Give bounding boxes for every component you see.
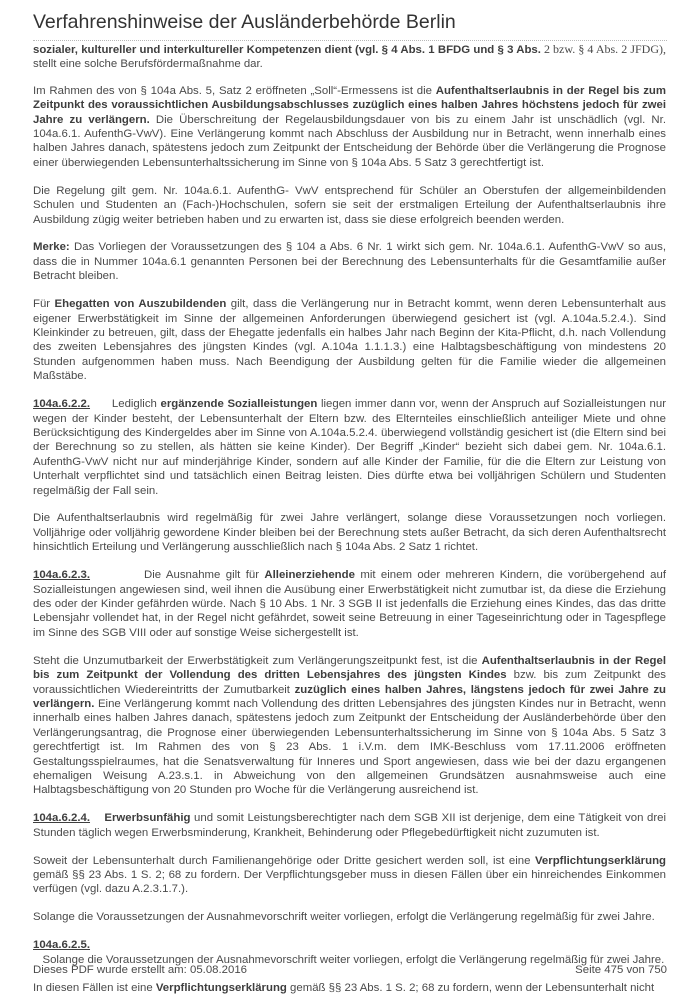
- paragraph-text: Lediglich: [90, 398, 161, 411]
- bold-text: Ehegatten von Auszubildenden: [54, 298, 227, 311]
- bold-text: Alleinerziehende: [264, 569, 355, 582]
- section-number: 104a.6.2.5.: [33, 939, 91, 952]
- section-number: 104a.6.2.4.: [33, 812, 91, 825]
- page-header: [33, 9, 667, 41]
- paragraph-text: Steht die Unzumutbarkeit der Erwerbstätigkeit zum Verlängerungszeitpunkt fest, ist die: [33, 654, 482, 667]
- bold-text: Merke:: [33, 241, 70, 254]
- paragraph-text: Die Überschreitung der Regelausbildungsdauer von bis zu einem Jahr ist unschädlich (vgl. Nr. 104a.6.1. AufenthG-VwV). Eine Verlängerung kommt nach Abschluss der Ausbildung nur in Betracht, wenn innerhalb eines halben Jahres danach, spätestens jedoch zum Zeitpunkt der Entscheidung der Behörde über die Verlängerung die Prognose einer überwiegenden Lebensunterhaltssicherung im Sinne von § 104a Abs. 5 Satz 3 gerechtfertigt ist.: [33, 113, 666, 169]
- bold-text: zuzüglich eines halben Jahres, längstens jedoch für zwei Jahre zu verlängern.: [33, 683, 666, 710]
- paragraph-text: mit einem oder mehreren Kindern, die vorübergehend auf Sozialleistungen angewiesen sind, weil ihnen die Ausübung einer Erwerbstätigkeit nicht zumutbar ist, da diese die Erziehung des oder der Kinder gefährden würde. Nach § 10 Abs. 1 Nr. 3 SGB II ist jedenfalls die Erziehung eines Kindes, das das dritte Lebensjahr vollendet hat, in der Regel nicht gefährdet, soweit seine Betreuung in einer Tageseinrichtung oder in Tagespflege im Sinne des SGB VIII oder auf sonstige Weise sichergestellt ist.: [33, 569, 666, 639]
- paragraph: [33, 981, 666, 995]
- section-number: 104a.6.2.2.: [33, 398, 91, 411]
- bold-text: Erwerbsunfähig: [104, 812, 191, 825]
- bold-text: Aufenthaltserlaubnis in der Regel bis zum Zeitpunkt der Vollendung des dritten Lebensjahres des jüngsten Kindes: [33, 654, 667, 682]
- header-divider: [33, 40, 667, 41]
- paragraph-text: Soweit der Lebensunterhalt durch Familienangehörige oder Dritte gesichert werden soll, ist eine: [33, 854, 535, 867]
- creation-date: Dieses PDF wurde erstellt am: 05.08.2016: [33, 964, 247, 976]
- paragraph: [33, 938, 666, 967]
- bold-text: ergänzende Sozialleistungen: [160, 398, 318, 411]
- paragraph-text: 2 bzw. § 4 Abs. 2 JFDG),: [540, 42, 666, 56]
- paragraph: [33, 854, 666, 897]
- paragraph-text: liegen immer dann vor, wenn der Anspruch auf Sozialleistungen nur wegen der Kinder besteht, der Lebensunterhalt der Eltern bzw. des Elternteiles einschließlich anteiliger Miete und ohne Berücksichtigung des Kindergeldes aber im Sinne von A.104a.5.2.4. überwiegend vollständig gesichert ist (die Eltern sind bei der Berechnung so zu stellen, als hätten sie keine Kinder). Der Begriff „Kinder“ bezieht sich dabei gem. Nr. 104a.6.1. AufenthG-VwV nicht nur auf minderjährige Kinder, sondern auf alle Kinder der Familie, für die die Eltern zur Leistung von Unterhalt verpflichtet sind und tatsächlich einen Beitrag leisten. Dies dürfte etwa bei volljährigen Schülern und Studenten regelmäßig der Fall sein.: [33, 398, 666, 497]
- paragraph: Die Aufenthaltserlaubnis wird regelmäßig für zwei Jahre verlängert, solange diese Voraussetzungen noch vorliegen. Volljährige oder volljährig gewordene Kinder bleiben bei der Berechnung stets außer Betracht, da sich deren Aufenthaltsrecht hinsichtlich Erteilung und Verlängerung ausschließlich nach § 104a Abs. 2 Satz 1 richtet.: [33, 512, 666, 554]
- paragraph: Solange die Voraussetzungen der Ausnahmevorschrift weiter vorliegen, erfolgt die Verlängerung regelmäßig für zwei Jahre.: [33, 911, 655, 924]
- paragraph-text: bzw. bis zum Zeitpunkt des voraussichtlichen Wiedereintritts der Zumutbarkeit: [33, 669, 667, 696]
- paragraph-text: Solange die Voraussetzungen der Ausnahmevorschrift weiter vorliegen, erfolgt die Verlängerung regelmäßig für zwei Jahre.: [33, 953, 665, 966]
- paragraph: [33, 568, 666, 640]
- bold-text: Verpflichtungserklärung: [534, 854, 666, 867]
- bold-text: sozialer, kultureller und interkultureller Kompetenzen dient (vgl. § 4 Abs. 1 BFDG und § 3 Abs.: [33, 44, 541, 56]
- paragraph-text: gemäß §§ 23 Abs. 1 S. 2; 68 zu fordern. Der Verpflichtungsgeber muss in diesen Fällen über ein hinreichendes Einkommen verfügen (vgl. dazu A.2.3.1.7.).: [33, 869, 666, 896]
- paragraph: [33, 240, 666, 283]
- paragraph-text: gilt, dass die Verlängerung nur in Betracht kommt, wenn deren Lebensunterhalt aus eigener Erwerbstätigkeit im Sinne der allgemeinen Anforderungen überwiegend gesichert ist (vgl. A.104a.5.2.4.). Sind Kleinkinder zu betreuen, gilt, dass der Ehegatte jedenfalls ein halbes Jahr nach Beginn der Kita-Pflicht, d.h. nach Vollendung des zweiten Lebensjahres des jüngsten Kindes (vgl. A.104a 1.1.1.3.) eine Halbtagsbeschäftigung von mindestens 20 Stunden aufgenommen haben muss. Nach Beendigung der Ausbildung gelten für die Familie wieder die allgemeinen Maßstäbe.: [33, 298, 666, 383]
- paragraph-text: stellt eine solche Berufsfördermaßnahme dar.: [33, 58, 263, 71]
- paragraph-text: [90, 812, 104, 824]
- paragraph-text: Das Vorliegen der Voraussetzungen des § 104 a Abs. 6 Nr. 1 wirkt sich gem. Nr. 104a.6.1. AufenthG-VwV so aus, dass die in Nummer 104a.6.1 genannten Personen bei der Berechnung des Lebensunterhalts für die Gesamtfamilie außer Betracht bleiben.: [33, 241, 666, 283]
- document-title: Verfahrenshinweise der Ausländerbehörde Berlin: [33, 11, 456, 33]
- paragraph: [33, 654, 666, 798]
- paragraph: [33, 297, 666, 383]
- paragraph-text: In diesen Fällen ist eine: [33, 981, 156, 994]
- paragraph: [33, 397, 666, 498]
- paragraph: [33, 811, 666, 840]
- page-number: Seite 475 von 750: [575, 964, 667, 976]
- paragraph: Die Regelung gilt gem. Nr. 104a.6.1. AufenthG- VwV entsprechend für Schüler an Oberstufen der allgemeinbildenden Schulen und Studenten an (Fach-)Hochschulen, sofern sie seit der erstmaligen Erteilung der Aufenthaltserlaubnis ihre Ausbildung zügig weiter betrieben haben und zu erwarten ist, dass sie diese erfolgreich beenden werden.: [33, 184, 666, 226]
- paragraph-text: gemäß §§ 23 Abs. 1 S. 2; 68 zu fordern, wenn der Lebensunterhalt nicht: [286, 981, 655, 994]
- paragraph: [33, 84, 666, 170]
- paragraph: [33, 42, 666, 72]
- paragraph-text: Eine Verlängerung kommt nach Vollendung des dritten Lebensjahres des jüngsten Kindes nur in Betracht, wenn innerhalb eines halben Jahres danach, spätestens jedoch zum Zeitpunkt der Entscheidung der Ausländerbehörde über den Verlängerungsantrag, die Prognose einer überwiegenden Lebensunterhaltssicherung im Sinne von § 104a Abs. 5 Satz 3 gerechtfertigt ist. Im Rahmen des von § 23 Abs. 1 i.V.m. dem IMK-Beschluss vom 17.11.2006 eröffneten Gestaltungsspielraumes, hat die Senatsverwaltung für Inneres und Sport angewiesen, dass wie bei der dazu ergangenen ehemaligen Weisung A.23.s.1. in Abweichung von den allgemeinen Grundsätzen ausnahmsweise auch eine Halbtagsbeschäftigung von 20 Stunden pro Woche für die Verlängerung ausreichend ist.: [33, 697, 666, 797]
- paragraph-text: und somit Leistungsberechtigter nach dem SGB XII ist derjenige, dem eine Tätigkeit von drei Stunden täglich wegen Erwerbsminderung, Krankheit, Behinderung oder Pflegebedürftigkeit nicht zuzumuten ist.: [33, 812, 666, 839]
- section-number: 104a.6.2.3.: [33, 569, 91, 582]
- bold-text: Aufenthaltserlaubnis in der Regel bis zum Zeitpunkt des voraussichtlichen Ausbildungsabschlusses zuzüglich eines halben Jahres höchstens jedoch für zwei Jahre zu verlängern.: [33, 84, 667, 126]
- bold-text: Verpflichtungserklärung: [155, 981, 287, 994]
- document-body: [33, 42, 666, 1008]
- paragraph-text: Die Ausnahme gilt für: [90, 569, 265, 582]
- paragraph-text: Im Rahmen des von § 104a Abs. 5, Satz 2 eröffneten „Soll“-Ermessens ist die: [33, 84, 436, 97]
- paragraph-text: Für: [33, 298, 55, 311]
